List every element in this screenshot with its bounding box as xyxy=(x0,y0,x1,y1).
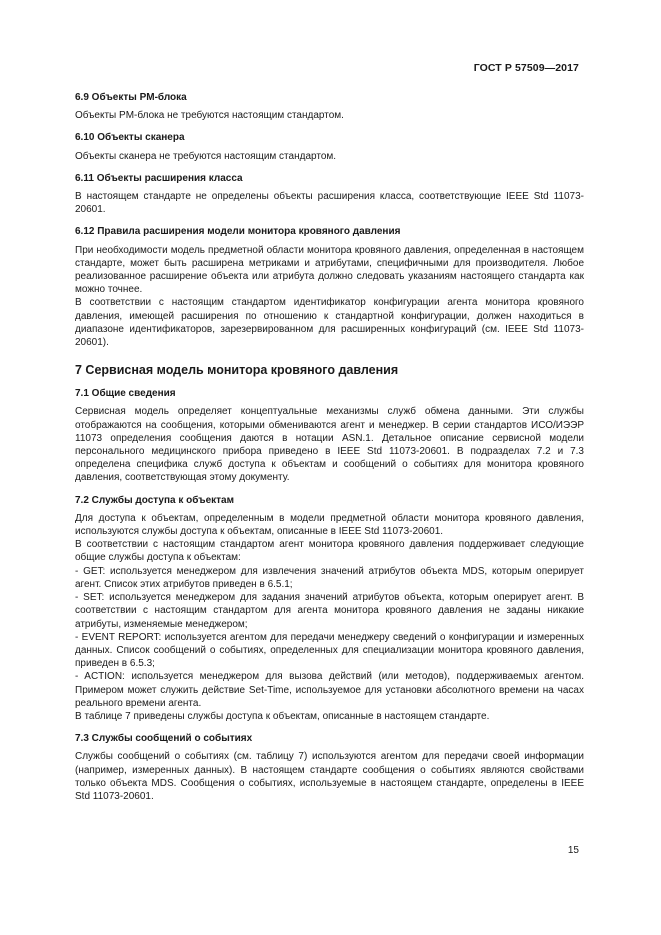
section-7-3-text: Службы сообщений о событиях (см. таблицу 7) используются агентом для передачи своей информации (например, измеренных данных). В настоящем стандарте сообщения о событиях являются свойствами только объекта MDS. Сообщения о событиях, используемые в настоящем стандарте, определены в IEEE Std 11073-20601. xyxy=(75,751,584,802)
list-item-get: - GET: используется менеджером для извлечения значений атрибутов объекта MDS, которым оперирует агент. Список этих атрибутов приведен в 6.5.1; xyxy=(75,565,584,590)
list-item-set: - SET: используется менеджером для задания значений атрибутов объекта, которым оперирует агент. В соответствии с настоящим стандартом для агента монитора кровяного давления не заданы никакие атрибуты, изменяемые менеджером; xyxy=(75,592,584,630)
section-7-2-title: 7.2 Службы доступа к объектам xyxy=(75,494,235,506)
section-7-1-text: Сервисная модель определяет концептуальные механизмы служб обмена данными. Эти службы отображаются на сообщения, которыми обмениваются агент и менеджер. В серии стандартов ИСО/ИЭЭР 11073 определения сообщения даются в нотации ASN.1. Детальное описание сервисной модели персонального медицинского прибора приведено в IEEE Std 11073-20601. В подразделах 7.2 и 7.3 определена специфика служб доступа к объектам и сообщений о событиях для монитора кровяного давления, соответствующая этому документу. xyxy=(75,406,584,484)
section-6-10-text: Объекты сканера не требуются настоящим стандартом. xyxy=(75,150,337,162)
document-header: ГОСТ Р 57509—2017 xyxy=(473,62,579,74)
section-6-12-paragraph-2: В соответствии с настоящим стандартом идентификатор конфигурации агента монитора кровяного давления, имеющей расширения по отношению к стандартной конфигурации, должен находиться в диапазоне идентификаторов, зарезервированном для расширенных конфигураций (см. IEEE Std 11073-20601). xyxy=(75,297,584,349)
section-6-12-title: 6.12 Правила расширения модели монитора кровяного давления xyxy=(75,226,401,238)
section-7-2-paragraph-2: В соответствии с настоящим стандартом агент монитора кровяного давления поддерживает следующие общие службы доступа к объектам: xyxy=(75,539,584,564)
section-6-9-title: 6.9 Объекты PM-блока xyxy=(75,92,187,103)
section-7-2-paragraph-1: Для доступа к объектам, определенным в модели предметной области монитора кровяного давления, используются службы доступа к объектам, описанные в IEEE Std 11073-20601. xyxy=(75,512,584,538)
section-6-10-title: 6.10 Объекты сканера xyxy=(75,132,185,144)
section-6-11-text: В настоящем стандарте не определены объекты расширения класса, соответствующие IEEE Std 11073-20601. xyxy=(75,191,584,216)
list-item-action: - ACTION: используется менеджером для вызова действий (или методов), поддерживаемых агентом. Примером может служить действие Set-Time, используемое для установки абсолютного времени на часах реального времени агента. xyxy=(75,671,584,709)
section-7-3-title: 7.3 Службы сообщений о событиях xyxy=(75,733,253,745)
section-6-11-title: 6.11 Объекты расширения класса xyxy=(75,172,243,184)
page-content xyxy=(75,91,584,803)
section-7-1-title: 7.1 Общие сведения xyxy=(75,388,176,400)
list-item-event-report: - EVENT REPORT: используется агентом для передачи менеджеру сведений о конфигурации и измеренных данных. Список сообщений о событиях, определенных для специализации монитора кровяного давления, приведен в 6.5.3; xyxy=(75,631,584,670)
section-6-9-text: Объекты PM-блока не требуются настоящим стандартом. xyxy=(75,110,344,122)
section-7-title: 7 Сервисная модель монитора кровяного давления xyxy=(75,363,399,378)
section-6-12-paragraph-1: При необходимости модель предметной области монитора кровяного давления, определенная в настоящем стандарте, может быть расширена метриками и атрибутами, специфичными для производителя. Любое реализованное расширение объекта или атрибута должно следовать указаниям настоящего стандарта как можно точнее. xyxy=(75,244,584,296)
section-7-2-paragraph-3: В таблице 7 приведены службы доступа к объектам, описанные в настоящем стандарте. xyxy=(75,710,490,722)
page-number: 15 xyxy=(567,845,579,856)
